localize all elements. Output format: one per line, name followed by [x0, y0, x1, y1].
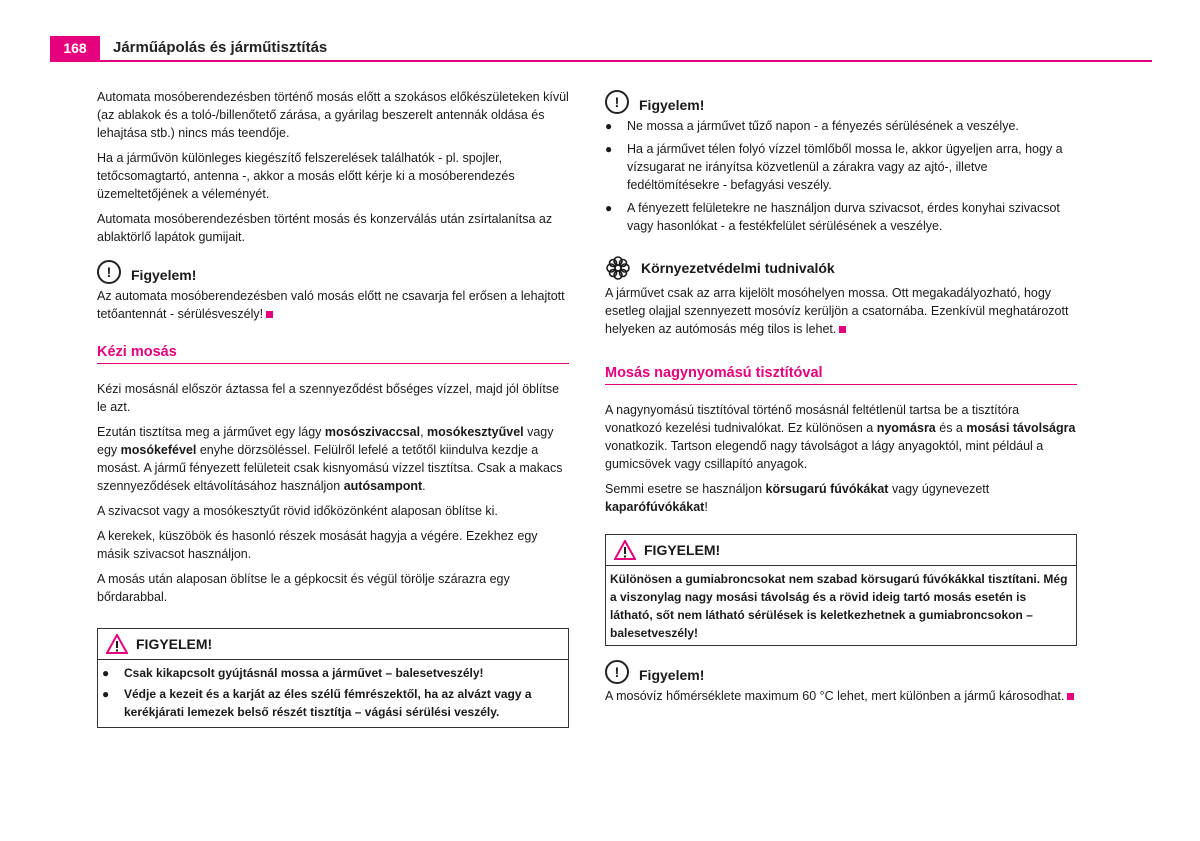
note-title: Figyelem! [131, 267, 197, 283]
paragraph: A kerekek, küszöbök és hasonló részek mosását hagyja a végére. Ezekhez egy másik szivacsot használjon. [97, 529, 538, 561]
note-heading [97, 266, 569, 284]
end-square-icon [1067, 693, 1074, 700]
list-item: ● Ne mossa a járművet tűző napon - a fényezés sérülésének a veszélye. [605, 119, 1019, 133]
list-item: ● Ha a járművet télen folyó vízzel tömlőből mossa le, akkor ügyeljen arra, hogy a vízsugarat ne irányítsa közvetlenül a zárakra vagy az ajtó-, illetve fedéltömítésekre - befagyási veszély. [605, 142, 1063, 192]
environment-title: Környezetvédelmi tudnivalók [641, 260, 835, 276]
warning-box [97, 628, 569, 728]
list-item: ● A fényezett felületekre ne használjon durva szivacsot, érdes konyhai szivacsot vagy hasonlókat - a festékfelület sérülésének a veszélye. [605, 201, 1060, 233]
header-rule [50, 60, 1152, 62]
list-item: ● Csak kikapcsolt gyújtásnál mossa a járművet – balesetveszély! [102, 666, 484, 680]
warning-body [98, 660, 568, 727]
note-text: Az automata mosóberendezésben való mosás előtt ne csavarja fel erősen a lehajtott tetőantennát - sérülésveszély! [97, 289, 565, 321]
right-column [605, 92, 1077, 712]
paragraph: Kézi mosásnál először áztassa fel a szennyeződést bőséges vízzel, majd jól öblítse le azt. [97, 382, 560, 414]
exclamation-circle-icon: ! [97, 260, 121, 284]
paragraph: A nagynyomású tisztítóval történő mosásnál feltétlenül tartsa be a tisztítóra vonatkozó kezelési tudnivalókat. Ez különösen a nyomásra és a mosási távolságra vonatkozik. Tartson elegendő nagy távolságot a lágy anyagoktól, mint például a gumicsövek vagy csillapító anyagok. [605, 403, 1076, 471]
warning-heading [98, 629, 568, 660]
end-square-icon [839, 326, 846, 333]
warning-title: FIGYELEM! [644, 542, 721, 558]
environment-heading [605, 255, 1077, 281]
note-heading [605, 666, 1077, 684]
exclamation-circle-icon: ! [605, 660, 629, 684]
paragraph: Automata mosóberendezésben történő mosás előtt a szokásos előkészületeken kívül (az ablakok és a toló-/billenőtető zárása, a gyárilag beszerelt antennák oldása és lehajtása stb.) nincs más teendője. [97, 90, 569, 140]
paragraph: A szivacsot vagy a mosókesztyűt rövid időközönként alaposan öblítse ki. [97, 504, 498, 518]
note-title: Figyelem! [639, 97, 705, 113]
paragraph: Automata mosóberendezésben történt mosás és konzerválás után zsírtalanítsa az ablaktörlő lapátok gumijait. [97, 212, 553, 244]
warning-box [605, 534, 1077, 646]
page-header-title: Járműápolás és járműtisztítás [113, 39, 328, 56]
warning-title: FIGYELEM! [136, 636, 213, 652]
page-number: 168 [50, 36, 100, 60]
warning-triangle-icon [614, 540, 636, 560]
list-item: ● Védje a kezeit és a karját az éles szélű fémrészektől, ha az alvázt vagy a kerékjárati lemezek belső részét tisztítja – vágási sérülési veszély. [102, 687, 532, 719]
warning-triangle-icon [106, 634, 128, 654]
warning-heading [606, 535, 1076, 566]
paragraph: Ezután tisztítsa meg a járművet egy lágy mosószivaccsal, mosókesztyűvel vagy egy mosókefével enyhe dörzsöléssel. Felülről lefelé a tetőtől kiindulva kezdje a mosást. A jármű fényezett felületeit csak kisnyomású vízzel tisztítsa. Csak a makacs szennyeződések eltávolításához használjon autósampont. [97, 425, 563, 493]
section-title-kezi-mosas: Kézi mosás [97, 343, 569, 364]
paragraph: Ha a járművön különleges kiegészítő felszerelések találhatók - pl. spojler, tetőcsomagtartó, antenna -, akkor a mosás előtt kérje ki a mosóberendezés üzemeltetőjének a véleményét. [97, 151, 515, 201]
exclamation-circle-icon: ! [605, 90, 629, 114]
section-title-nagynyomasu: Mosás nagynyomású tisztítóval [605, 364, 1077, 385]
paragraph: A mosás után alaposan öblítse le a gépkocsit és végül törölje szárazra egy bőrdarabbal. [97, 572, 510, 604]
left-column [97, 88, 569, 736]
environment-text: A járművet csak az arra kijelölt mosóhelyen mossa. Ott megakadályozható, hogy esetleg olajjal szennyezett mosóvíz kerüljön a csatornába. Ezenkívül meghatározott helyeken az autómosás még tilos is lehet. [605, 286, 1069, 336]
note-heading [605, 96, 1077, 114]
flower-icon [605, 255, 631, 281]
warning-body: Különösen a gumiabroncsokat nem szabad körsugarú fúvókákkal tisztítani. Még a viszonylag nagy mosási távolság és a rövid ideig tartó mosás esetén is látható, sőt nem látható sérülések is keletkezhetnek a gumiabroncsokon – balesetveszély! [610, 572, 1068, 640]
note-title: Figyelem! [639, 667, 705, 683]
end-square-icon [266, 311, 273, 318]
note-text: A mosóvíz hőmérséklete maximum 60 °C lehet, mert különben a jármű károsodhat. [605, 687, 1077, 705]
paragraph: Semmi esetre se használjon körsugarú fúvókákat vagy úgynevezett kaparófúvókákat! [605, 482, 990, 514]
